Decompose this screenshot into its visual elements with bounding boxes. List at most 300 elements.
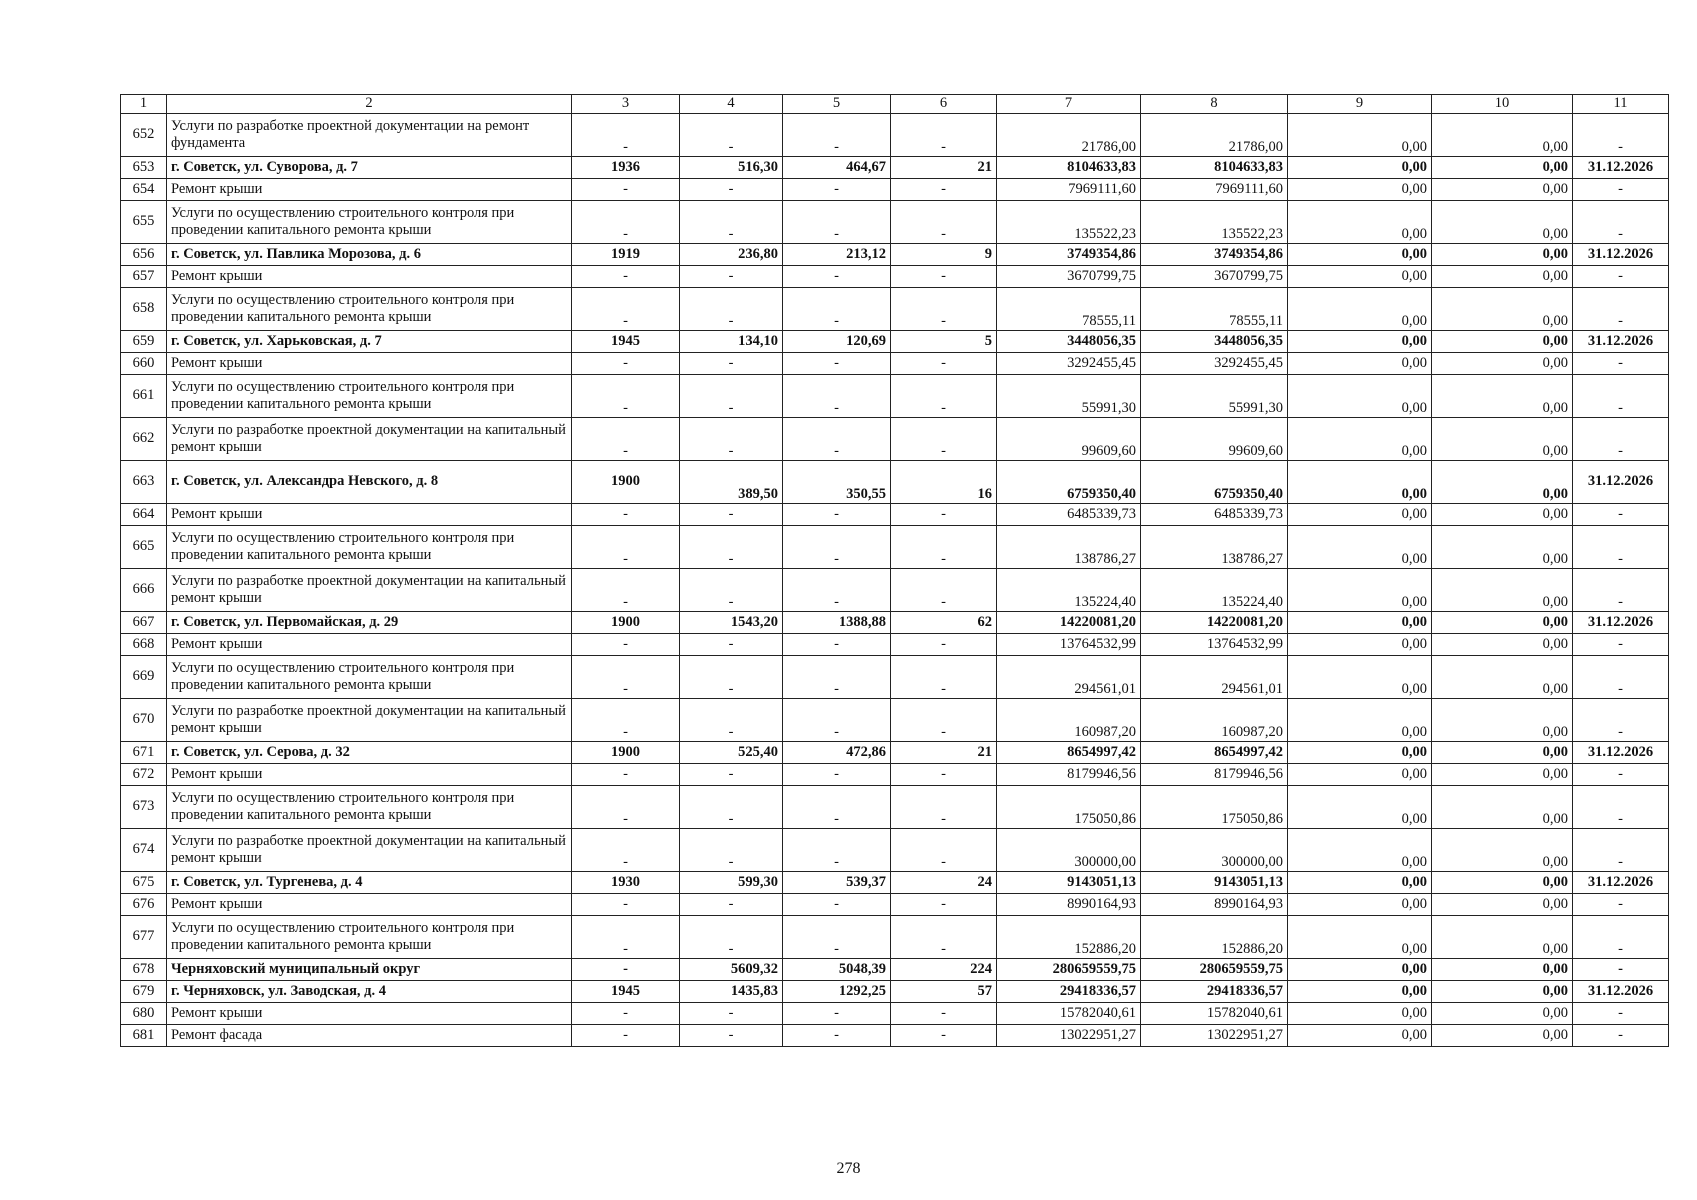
area-total-cell: -	[680, 526, 783, 569]
area-total-cell: -	[680, 894, 783, 916]
item-name: г. Черняховск, ул. Заводская, д. 4	[167, 981, 572, 1003]
cost-total-cell: 55991,30	[997, 375, 1141, 418]
cost-fund-cell: 6759350,40	[1141, 461, 1288, 504]
cost-owners-cell: 0,00	[1432, 699, 1573, 742]
cost-fund-cell: 29418336,57	[1141, 981, 1288, 1003]
item-name: Услуги по осуществлению строительного контроля при проведении капитального ремонта крыши	[167, 201, 572, 244]
item-name: Ремонт крыши	[167, 266, 572, 288]
row-number: 679	[121, 981, 167, 1003]
deadline-cell: -	[1573, 504, 1669, 526]
area-living-cell: -	[783, 504, 891, 526]
area-total-cell: -	[680, 375, 783, 418]
cost-budget-cell: 0,00	[1288, 461, 1432, 504]
cost-budget-cell: 0,00	[1288, 786, 1432, 829]
cost-owners-cell: 0,00	[1432, 872, 1573, 894]
deadline-cell: -	[1573, 114, 1669, 157]
row-number: 681	[121, 1025, 167, 1047]
header-row	[121, 95, 1669, 114]
residents-cell: 24	[891, 872, 997, 894]
cost-owners-cell: 0,00	[1432, 504, 1573, 526]
residents-cell: 9	[891, 244, 997, 266]
area-total-cell: -	[680, 829, 783, 872]
cost-total-cell: 3749354,86	[997, 244, 1141, 266]
year-cell: 1900	[572, 612, 680, 634]
table-row	[121, 894, 1669, 916]
area-living-cell: 464,67	[783, 157, 891, 179]
cost-fund-cell: 280659559,75	[1141, 959, 1288, 981]
deadline-cell: -	[1573, 959, 1669, 981]
area-living-cell: -	[783, 288, 891, 331]
deadline-cell: -	[1573, 288, 1669, 331]
year-cell: -	[572, 634, 680, 656]
residents-cell: -	[891, 764, 997, 786]
row-number: 665	[121, 526, 167, 569]
table-row	[121, 353, 1669, 375]
year-cell: -	[572, 916, 680, 959]
cost-fund-cell: 152886,20	[1141, 916, 1288, 959]
row-number: 659	[121, 331, 167, 353]
item-name: Ремонт крыши	[167, 634, 572, 656]
area-total-cell: 134,10	[680, 331, 783, 353]
row-number: 655	[121, 201, 167, 244]
area-total-cell: -	[680, 179, 783, 201]
cost-budget-cell: 0,00	[1288, 894, 1432, 916]
cost-owners-cell: 0,00	[1432, 1025, 1573, 1047]
table-row	[121, 201, 1669, 244]
residents-cell: -	[891, 569, 997, 612]
column-header: 7	[997, 95, 1141, 114]
area-total-cell: -	[680, 1003, 783, 1025]
item-name: г. Советск, ул. Александра Невского, д. 8	[167, 461, 572, 504]
table-row-object	[121, 331, 1669, 353]
cost-fund-cell: 3448056,35	[1141, 331, 1288, 353]
area-living-cell: -	[783, 786, 891, 829]
row-number: 672	[121, 764, 167, 786]
item-name: г. Советск, ул. Тургенева, д. 4	[167, 872, 572, 894]
table-row	[121, 526, 1669, 569]
item-name: Услуги по осуществлению строительного контроля при проведении капитального ремонта крыши	[167, 656, 572, 699]
deadline-cell: -	[1573, 418, 1669, 461]
area-living-cell: -	[783, 353, 891, 375]
cost-budget-cell: 0,00	[1288, 829, 1432, 872]
area-living-cell: 539,37	[783, 872, 891, 894]
area-living-cell: -	[783, 1025, 891, 1047]
year-cell: 1900	[572, 742, 680, 764]
cost-budget-cell: 0,00	[1288, 244, 1432, 266]
row-number: 667	[121, 612, 167, 634]
area-living-cell: 5048,39	[783, 959, 891, 981]
deadline-cell: -	[1573, 266, 1669, 288]
cost-total-cell: 175050,86	[997, 786, 1141, 829]
table-row	[121, 288, 1669, 331]
cost-budget-cell: 0,00	[1288, 201, 1432, 244]
works-table	[120, 94, 1669, 1047]
cost-fund-cell: 8990164,93	[1141, 894, 1288, 916]
row-number: 680	[121, 1003, 167, 1025]
deadline-cell: 31.12.2026	[1573, 742, 1669, 764]
cost-fund-cell: 135522,23	[1141, 201, 1288, 244]
deadline-cell: -	[1573, 829, 1669, 872]
deadline-cell: 31.12.2026	[1573, 612, 1669, 634]
area-living-cell: -	[783, 656, 891, 699]
cost-fund-cell: 13764532,99	[1141, 634, 1288, 656]
residents-cell: -	[891, 1003, 997, 1025]
area-total-cell: -	[680, 764, 783, 786]
year-cell: -	[572, 179, 680, 201]
row-number: 670	[121, 699, 167, 742]
cost-total-cell: 8179946,56	[997, 764, 1141, 786]
residents-cell: -	[891, 288, 997, 331]
cost-total-cell: 8654997,42	[997, 742, 1141, 764]
residents-cell: 62	[891, 612, 997, 634]
item-name: Ремонт крыши	[167, 894, 572, 916]
year-cell: -	[572, 353, 680, 375]
cost-budget-cell: 0,00	[1288, 266, 1432, 288]
item-name: Ремонт крыши	[167, 764, 572, 786]
cost-budget-cell: 0,00	[1288, 569, 1432, 612]
item-name: Ремонт крыши	[167, 353, 572, 375]
column-header: 4	[680, 95, 783, 114]
cost-total-cell: 6485339,73	[997, 504, 1141, 526]
area-living-cell: -	[783, 1003, 891, 1025]
cost-budget-cell: 0,00	[1288, 764, 1432, 786]
cost-fund-cell: 3670799,75	[1141, 266, 1288, 288]
cost-total-cell: 14220081,20	[997, 612, 1141, 634]
row-number: 674	[121, 829, 167, 872]
year-cell: -	[572, 526, 680, 569]
area-total-cell: -	[680, 786, 783, 829]
area-living-cell: -	[783, 201, 891, 244]
table-row	[121, 179, 1669, 201]
cost-total-cell: 6759350,40	[997, 461, 1141, 504]
cost-fund-cell: 99609,60	[1141, 418, 1288, 461]
cost-total-cell: 8990164,93	[997, 894, 1141, 916]
cost-owners-cell: 0,00	[1432, 764, 1573, 786]
year-cell: -	[572, 829, 680, 872]
table-row-object	[121, 612, 1669, 634]
area-total-cell: 389,50	[680, 461, 783, 504]
residents-cell: -	[891, 375, 997, 418]
row-number: 664	[121, 504, 167, 526]
deadline-cell: -	[1573, 764, 1669, 786]
row-number: 678	[121, 959, 167, 981]
deadline-cell: -	[1573, 916, 1669, 959]
table-row	[121, 656, 1669, 699]
deadline-cell: 31.12.2026	[1573, 331, 1669, 353]
residents-cell: -	[891, 916, 997, 959]
area-living-cell: -	[783, 764, 891, 786]
item-name: Ремонт крыши	[167, 1003, 572, 1025]
cost-owners-cell: 0,00	[1432, 916, 1573, 959]
table-row	[121, 764, 1669, 786]
deadline-cell: -	[1573, 894, 1669, 916]
area-living-cell: -	[783, 894, 891, 916]
residents-cell: 5	[891, 331, 997, 353]
year-cell: -	[572, 114, 680, 157]
year-cell: -	[572, 266, 680, 288]
item-name: Черняховский муниципальный округ	[167, 959, 572, 981]
table-row	[121, 786, 1669, 829]
cost-owners-cell: 0,00	[1432, 656, 1573, 699]
cost-owners-cell: 0,00	[1432, 288, 1573, 331]
cost-budget-cell: 0,00	[1288, 699, 1432, 742]
cost-total-cell: 8104633,83	[997, 157, 1141, 179]
area-total-cell: -	[680, 1025, 783, 1047]
year-cell: -	[572, 764, 680, 786]
cost-fund-cell: 8654997,42	[1141, 742, 1288, 764]
column-header: 8	[1141, 95, 1288, 114]
cost-total-cell: 138786,27	[997, 526, 1141, 569]
year-cell: 1930	[572, 872, 680, 894]
row-number: 660	[121, 353, 167, 375]
row-number: 677	[121, 916, 167, 959]
item-name: Услуги по осуществлению строительного контроля при проведении капитального ремонта крыши	[167, 916, 572, 959]
cost-owners-cell: 0,00	[1432, 244, 1573, 266]
cost-fund-cell: 9143051,13	[1141, 872, 1288, 894]
area-living-cell: 1388,88	[783, 612, 891, 634]
residents-cell: -	[891, 526, 997, 569]
year-cell: -	[572, 786, 680, 829]
cost-owners-cell: 0,00	[1432, 179, 1573, 201]
area-total-cell: -	[680, 201, 783, 244]
residents-cell: -	[891, 418, 997, 461]
cost-budget-cell: 0,00	[1288, 504, 1432, 526]
cost-budget-cell: 0,00	[1288, 981, 1432, 1003]
cost-fund-cell: 55991,30	[1141, 375, 1288, 418]
cost-fund-cell: 78555,11	[1141, 288, 1288, 331]
item-name: г. Советск, ул. Павлика Морозова, д. 6	[167, 244, 572, 266]
table-row	[121, 829, 1669, 872]
table-row	[121, 916, 1669, 959]
year-cell: -	[572, 656, 680, 699]
area-total-cell: -	[680, 916, 783, 959]
cost-owners-cell: 0,00	[1432, 418, 1573, 461]
cost-owners-cell: 0,00	[1432, 114, 1573, 157]
residents-cell: -	[891, 179, 997, 201]
cost-owners-cell: 0,00	[1432, 634, 1573, 656]
residents-cell: -	[891, 699, 997, 742]
cost-total-cell: 13022951,27	[997, 1025, 1141, 1047]
residents-cell: -	[891, 114, 997, 157]
year-cell: -	[572, 288, 680, 331]
column-header: 3	[572, 95, 680, 114]
residents-cell: -	[891, 634, 997, 656]
table-row	[121, 634, 1669, 656]
cost-owners-cell: 0,00	[1432, 353, 1573, 375]
cost-total-cell: 78555,11	[997, 288, 1141, 331]
table-row-object	[121, 742, 1669, 764]
row-number: 661	[121, 375, 167, 418]
deadline-cell: -	[1573, 375, 1669, 418]
area-living-cell: 350,55	[783, 461, 891, 504]
table-row	[121, 1003, 1669, 1025]
cost-fund-cell: 14220081,20	[1141, 612, 1288, 634]
cost-total-cell: 99609,60	[997, 418, 1141, 461]
residents-cell: -	[891, 829, 997, 872]
row-number: 657	[121, 266, 167, 288]
column-header: 9	[1288, 95, 1432, 114]
cost-fund-cell: 8179946,56	[1141, 764, 1288, 786]
cost-budget-cell: 0,00	[1288, 916, 1432, 959]
area-total-cell: 1435,83	[680, 981, 783, 1003]
year-cell: -	[572, 699, 680, 742]
cost-fund-cell: 175050,86	[1141, 786, 1288, 829]
area-living-cell: -	[783, 114, 891, 157]
area-total-cell: -	[680, 288, 783, 331]
item-name: Услуги по разработке проектной документации на капитальный ремонт крыши	[167, 418, 572, 461]
year-cell: -	[572, 201, 680, 244]
deadline-cell: 31.12.2026	[1573, 157, 1669, 179]
residents-cell: 57	[891, 981, 997, 1003]
area-total-cell: 1543,20	[680, 612, 783, 634]
deadline-cell: 31.12.2026	[1573, 461, 1669, 504]
cost-owners-cell: 0,00	[1432, 526, 1573, 569]
row-number: 669	[121, 656, 167, 699]
area-total-cell: -	[680, 114, 783, 157]
year-cell: -	[572, 375, 680, 418]
cost-fund-cell: 6485339,73	[1141, 504, 1288, 526]
deadline-cell: -	[1573, 201, 1669, 244]
year-cell: -	[572, 894, 680, 916]
cost-total-cell: 9143051,13	[997, 872, 1141, 894]
area-living-cell: 472,86	[783, 742, 891, 764]
column-header: 5	[783, 95, 891, 114]
row-number: 671	[121, 742, 167, 764]
table-row-object	[121, 244, 1669, 266]
row-number: 673	[121, 786, 167, 829]
deadline-cell: -	[1573, 786, 1669, 829]
table-row-object	[121, 157, 1669, 179]
year-cell: 1945	[572, 331, 680, 353]
area-total-cell: 516,30	[680, 157, 783, 179]
deadline-cell: 31.12.2026	[1573, 244, 1669, 266]
item-name: Ремонт фасада	[167, 1025, 572, 1047]
item-name: Услуги по разработке проектной документации на капитальный ремонт крыши	[167, 699, 572, 742]
table-row	[121, 569, 1669, 612]
table-row	[121, 504, 1669, 526]
cost-owners-cell: 0,00	[1432, 959, 1573, 981]
cost-owners-cell: 0,00	[1432, 612, 1573, 634]
residents-cell: -	[891, 504, 997, 526]
deadline-cell: -	[1573, 656, 1669, 699]
table-row	[121, 266, 1669, 288]
residents-cell: 16	[891, 461, 997, 504]
area-living-cell: 120,69	[783, 331, 891, 353]
cost-fund-cell: 300000,00	[1141, 829, 1288, 872]
table-row	[121, 1025, 1669, 1047]
year-cell: -	[572, 1025, 680, 1047]
table-row-object	[121, 461, 1669, 504]
deadline-cell: -	[1573, 179, 1669, 201]
cost-total-cell: 29418336,57	[997, 981, 1141, 1003]
row-number: 653	[121, 157, 167, 179]
table-row	[121, 114, 1669, 157]
cost-owners-cell: 0,00	[1432, 331, 1573, 353]
item-name: г. Советск, ул. Серова, д. 32	[167, 742, 572, 764]
residents-cell: -	[891, 266, 997, 288]
area-total-cell: -	[680, 418, 783, 461]
cost-total-cell: 21786,00	[997, 114, 1141, 157]
area-total-cell: 599,30	[680, 872, 783, 894]
row-number: 662	[121, 418, 167, 461]
residents-cell: 21	[891, 157, 997, 179]
row-number: 658	[121, 288, 167, 331]
row-number: 654	[121, 179, 167, 201]
residents-cell: 224	[891, 959, 997, 981]
cost-budget-cell: 0,00	[1288, 1025, 1432, 1047]
cost-total-cell: 3448056,35	[997, 331, 1141, 353]
area-living-cell: -	[783, 634, 891, 656]
cost-budget-cell: 0,00	[1288, 1003, 1432, 1025]
cost-total-cell: 160987,20	[997, 699, 1141, 742]
cost-fund-cell: 13022951,27	[1141, 1025, 1288, 1047]
item-name: Услуги по осуществлению строительного контроля при проведении капитального ремонта крыши	[167, 375, 572, 418]
table-row	[121, 375, 1669, 418]
residents-cell: -	[891, 656, 997, 699]
table-row	[121, 699, 1669, 742]
cost-budget-cell: 0,00	[1288, 612, 1432, 634]
deadline-cell: -	[1573, 699, 1669, 742]
area-total-cell: 236,80	[680, 244, 783, 266]
cost-budget-cell: 0,00	[1288, 288, 1432, 331]
cost-fund-cell: 135224,40	[1141, 569, 1288, 612]
area-total-cell: -	[680, 504, 783, 526]
area-living-cell: -	[783, 526, 891, 569]
year-cell: -	[572, 569, 680, 612]
area-total-cell: -	[680, 634, 783, 656]
residents-cell: -	[891, 1025, 997, 1047]
area-living-cell: -	[783, 179, 891, 201]
cost-budget-cell: 0,00	[1288, 179, 1432, 201]
year-cell: 1936	[572, 157, 680, 179]
deadline-cell: -	[1573, 1003, 1669, 1025]
cost-owners-cell: 0,00	[1432, 786, 1573, 829]
deadline-cell: 31.12.2026	[1573, 872, 1669, 894]
cost-fund-cell: 7969111,60	[1141, 179, 1288, 201]
cost-fund-cell: 8104633,83	[1141, 157, 1288, 179]
cost-fund-cell: 3749354,86	[1141, 244, 1288, 266]
cost-total-cell: 300000,00	[997, 829, 1141, 872]
cost-fund-cell: 138786,27	[1141, 526, 1288, 569]
cost-total-cell: 15782040,61	[997, 1003, 1141, 1025]
cost-fund-cell: 21786,00	[1141, 114, 1288, 157]
row-number: 666	[121, 569, 167, 612]
cost-budget-cell: 0,00	[1288, 375, 1432, 418]
cost-owners-cell: 0,00	[1432, 829, 1573, 872]
deadline-cell: -	[1573, 526, 1669, 569]
deadline-cell: -	[1573, 569, 1669, 612]
row-number: 652	[121, 114, 167, 157]
area-total-cell: -	[680, 266, 783, 288]
year-cell: -	[572, 504, 680, 526]
cost-total-cell: 7969111,60	[997, 179, 1141, 201]
item-name: г. Советск, ул. Харьковская, д. 7	[167, 331, 572, 353]
area-total-cell: 525,40	[680, 742, 783, 764]
area-total-cell: 5609,32	[680, 959, 783, 981]
item-name: Услуги по осуществлению строительного контроля при проведении капитального ремонта крыши	[167, 786, 572, 829]
deadline-cell: -	[1573, 1025, 1669, 1047]
residents-cell: -	[891, 353, 997, 375]
year-cell: 1900	[572, 461, 680, 504]
year-cell: -	[572, 959, 680, 981]
residents-cell: -	[891, 786, 997, 829]
deadline-cell: -	[1573, 353, 1669, 375]
cost-total-cell: 135224,40	[997, 569, 1141, 612]
area-living-cell: -	[783, 375, 891, 418]
item-name: Услуги по разработке проектной документации на капитальный ремонт крыши	[167, 569, 572, 612]
item-name: Услуги по осуществлению строительного контроля при проведении капитального ремонта крыши	[167, 288, 572, 331]
cost-owners-cell: 0,00	[1432, 742, 1573, 764]
